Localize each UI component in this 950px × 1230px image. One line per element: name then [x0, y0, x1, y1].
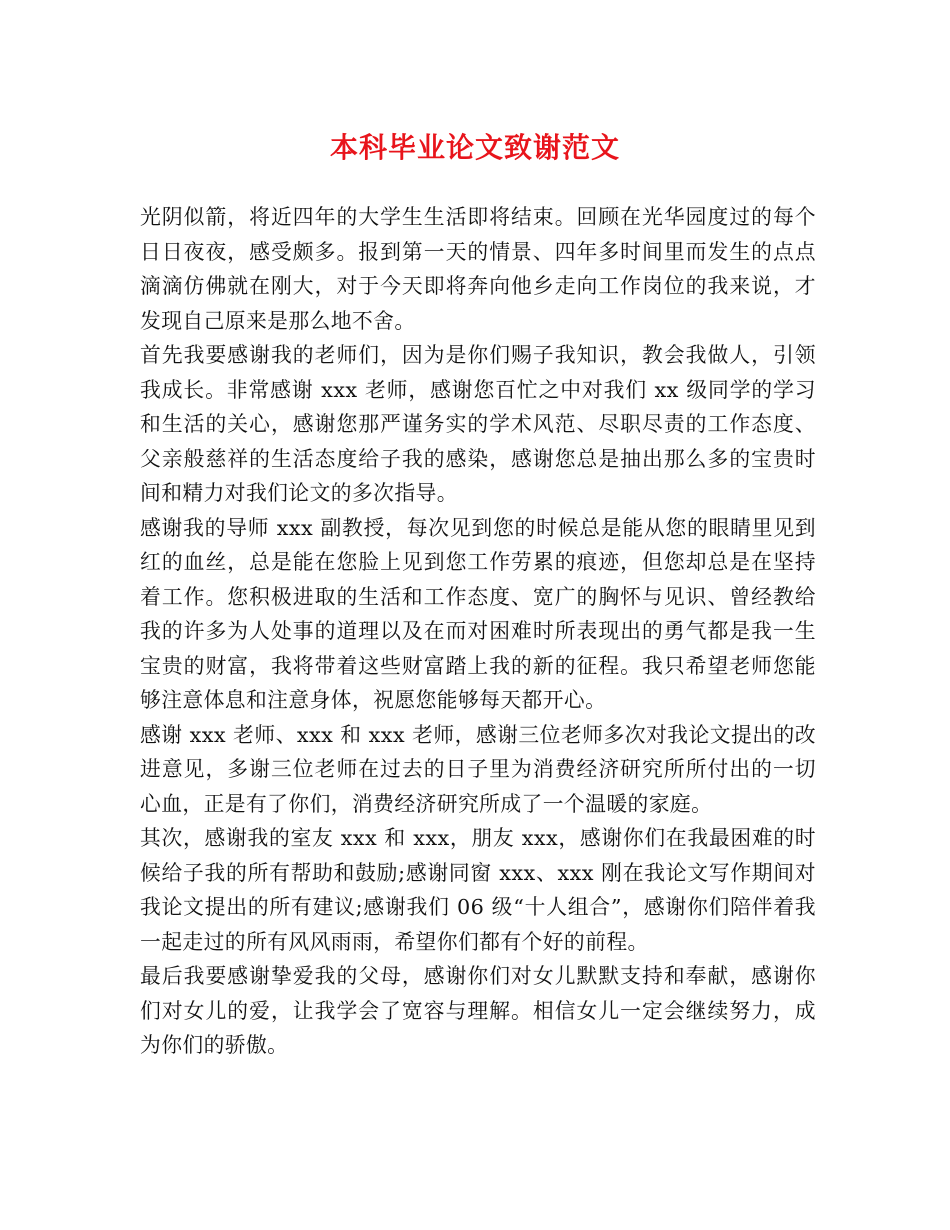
document-title: 本科毕业论文致谢范文 — [329, 131, 620, 164]
paragraph-thank-parents: 最后我要感谢挚爱我的父母，感谢你们对女儿默默支持和奉献，感谢你们对女儿的爱，让我学会了宽容与理解。相信女儿一定会继续努力，成为你们的骄傲。 — [140, 964, 816, 1057]
paragraph-intro: 光阴似箭，将近四年的大学生生活即将结束。回顾在光华园度过的每个日日夜夜，感受颇多。报到第一天的情景、四年多时间里而发生的点点滴滴仿佛就在刚大，对于今天即将奔向他乡走向工作岗位的我来说，才发现自己原来是那么地不舍。 — [140, 205, 816, 333]
paragraph-thank-three-teachers: 感谢 xxx 老师、xxx 和 xxx 老师，感谢三位老师多次对我论文提出的改进意见，多谢三位老师在过去的日子里为消费经济研究所所付出的一切心血，正是有了你们，消费经济研究所成了一个温暖的家庭。 — [140, 722, 816, 816]
paragraph-thank-friends: 其次，感谢我的室友 xxx 和 xxx，朋友 xxx，感谢你们在我最困难的时候给子我的所有帮助和鼓励;感谢同窗 xxx、xxx 刚在我论文写作期间对我论文提出的所有建议;感谢我们 06 级“十人组合”，感谢你们陪伴着我一起走过的所有风风雨雨，希望你们都有个好的前程。 — [140, 826, 816, 954]
paragraph-thank-teachers: 首先我要感谢我的老师们，因为是你们赐子我知识，教会我做人，引领我成长。非常感谢 xxx 老师，感谢您百忙之中对我们 xx 级同学的学习和生活的关心，感谢您那严谨务实的学术风范、尽职尽责的工作态度、父亲般慈祥的生活态度给子我的感染，感谢您总是抽出那么多的宝贵时间和精力对我们论文的多次指导。 — [140, 343, 816, 505]
document-body — [140, 200, 816, 1063]
paragraph-thank-advisor: 感谢我的导师 xxx 副教授，每次见到您的时候总是能从您的眼睛里见到红的血丝，总是能在您脸上见到您工作劳累的痕迹，但您却总是在坚持着工作。您积极进取的生活和工作态度、宽广的胸怀与见识、曾经教给我的许多为人处事的道理以及在而对困难时所表现出的勇气都是我一生宝贵的财富，我将带着这些财富踏上我的新的征程。我只希望老师您能够注意体息和注意身体，祝愿您能够每天都开心。 — [140, 515, 816, 712]
